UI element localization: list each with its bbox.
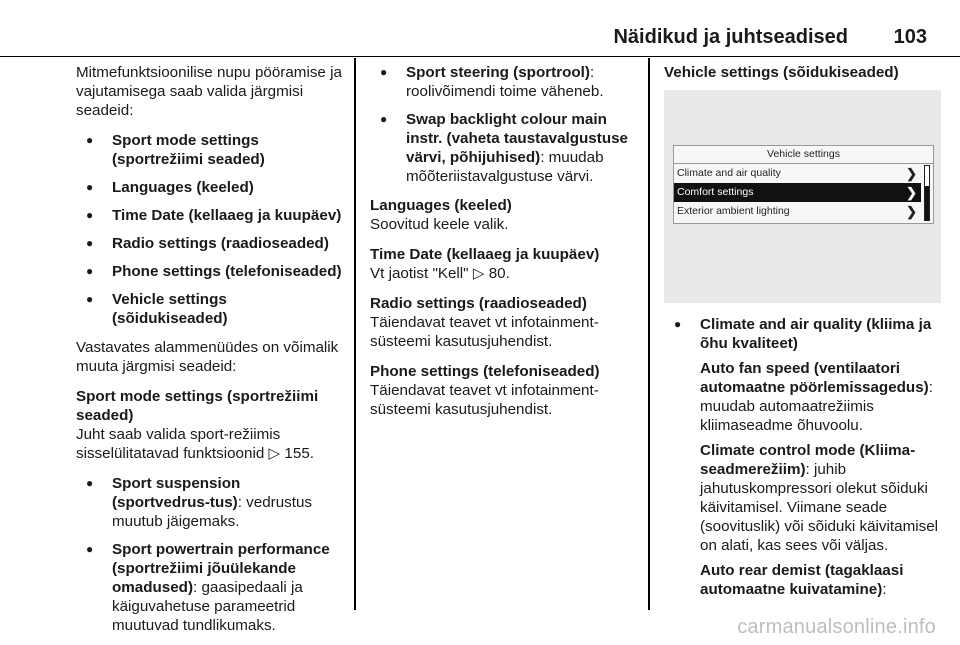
menu-item: ● Phone settings (telefoniseaded) <box>76 262 342 281</box>
sub-item: Auto fan speed (ventilaatori automaatne pöörlemissagedus): muudab automaatrežiimis kliimaseadme õhuvoolu. <box>700 360 933 434</box>
list-item: ● Sport steering (sportrool): roolivõimendi toime väheneb. <box>370 63 638 101</box>
chevron-right-icon: ❯ <box>906 166 917 181</box>
menu-item: ● Vehicle settings (sõidukiseaded) <box>76 290 342 328</box>
time-heading: Time Date (kellaaeg ja kuupäev) <box>370 246 600 263</box>
column-3 <box>664 63 944 609</box>
intro-text: Mitmefunktsioonilise nupu pööramise ja vajutamisega saab valida järgmisi seadeid: <box>76 64 342 119</box>
ref-triangle-icon: ▷ <box>472 265 485 282</box>
sport-list <box>76 474 342 635</box>
page-header <box>0 0 960 57</box>
column-divider-2 <box>648 58 650 610</box>
languages-text: Soovitud keele valik. <box>370 216 509 233</box>
column-1 <box>76 63 342 645</box>
submenu-text: Vastavates alammenüüdes on võimalik muuta järgmisi seadeid: <box>76 339 339 375</box>
page-ref: 155. <box>284 445 314 462</box>
vehicle-list <box>664 315 944 599</box>
radio-heading: Radio settings (raadioseaded) <box>370 295 587 312</box>
sport-text: Juht saab valida sport-režiimis sisselülitatavad funktsioonid ▷ 155. <box>76 426 314 462</box>
list-item: ● Sport powertrain performance (sportrežiimi jõuülekande omadused): gaasipedaali ja käiguvahetuse parameetrid muutuvad tundlikumaks. <box>76 540 342 635</box>
sub-item: Climate control mode (Kliima-seadmerežiim): juhib jahutuskompressori olekut sõiduki käivitamisel. Viimane seade (soovituslik) või sõiduki käivitamisel on alati, kas sees või väljas. <box>700 442 939 554</box>
display-title: Vehicle settings <box>674 146 933 164</box>
sub-item: Auto rear demist (tagaklaasi automaatne kuivatamine): <box>700 562 904 598</box>
column-divider-1 <box>354 58 356 610</box>
menu-item: ● Languages (keeled) <box>76 178 342 197</box>
radio-text: Täiendavat teavet vt infotainment-süsteemi kasutusjuhendist. <box>370 314 599 350</box>
chevron-right-icon: ❯ <box>906 204 917 219</box>
phone-text: Täiendavat teavet vt infotainment-süsteemi kasutusjuhendist. <box>370 382 599 418</box>
vehicle-heading: Vehicle settings (sõidukiseaded) <box>664 64 899 81</box>
sport-heading: Sport mode settings (sportrežiimi seaded) <box>76 388 319 424</box>
ref-triangle-icon: ▷ <box>268 445 281 462</box>
chevron-right-icon: ❯ <box>906 185 917 200</box>
watermark: carmanualsonline.info <box>737 616 936 638</box>
scrollbar-thumb <box>925 186 929 220</box>
page-title: Näidikud ja juhtseadised <box>613 26 848 48</box>
menu-item: ● Radio settings (raadioseaded) <box>76 234 342 253</box>
page-number: 103 <box>893 26 927 48</box>
menu-item: ● Sport mode settings (sportrežiimi seaded) <box>76 131 342 169</box>
languages-heading: Languages (keeled) <box>370 197 512 214</box>
time-text: Vt jaotist "Kell" ▷ 80. <box>370 265 510 282</box>
display-scrollbar <box>924 165 930 221</box>
sport-list-continued <box>370 63 638 186</box>
display-row: Climate and air quality ❯ <box>677 166 917 181</box>
display-row-selected: Comfort settings ❯ <box>674 183 921 202</box>
menu-list <box>76 131 342 328</box>
display-row: Exterior ambient lighting ❯ <box>677 204 917 219</box>
display-screenshot <box>664 90 941 303</box>
page-ref: 80. <box>488 265 510 282</box>
menu-item: ● Time Date (kellaaeg ja kuupäev) <box>76 206 342 225</box>
list-item: ● Sport suspension (sportvedrus-tus): vedrustus muutub jäigemaks. <box>76 474 342 531</box>
vehicle-settings-display <box>673 145 934 224</box>
phone-heading: Phone settings (telefoniseaded) <box>370 363 600 380</box>
list-item: ● Climate and air quality (kliima ja õhu kvaliteet) Auto fan speed (ventilaatori automaatne pöörlemissagedus): muudab automaatrežiimis kliimaseadme õhuvoolu. Climate control mode (Kliima-seadmerežiim): juhib jahutuskompressori olekut sõiduki käivitamisel. Viimane seade (soovituslik) või sõiduki käivitamisel on alati, kas sees või väljas. Auto rear demist (tagaklaasi automaatne kuivatamine): <box>664 315 944 599</box>
list-item: ● Swap backlight colour main instr. (vaheta taustavalgustuse värvi, põhijuhised): muudab mõõteriistavalgustuse värvi. <box>370 110 638 186</box>
column-2 <box>370 63 638 430</box>
